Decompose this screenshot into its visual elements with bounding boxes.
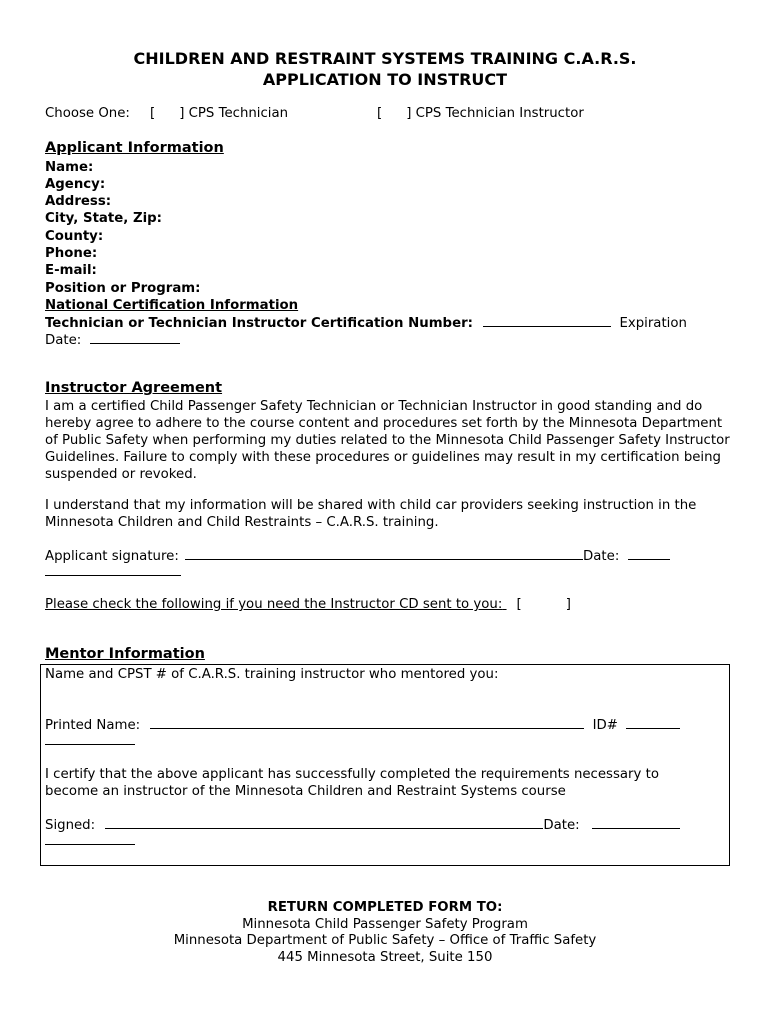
- cps-instructor-bracket: [: [377, 106, 383, 121]
- position-program-field[interactable]: Position or Program:: [45, 281, 201, 296]
- name-field[interactable]: Name:: [45, 160, 94, 175]
- id-label: ID#: [592, 718, 618, 733]
- cd-request-row: [45, 596, 571, 613]
- certification-number-input[interactable]: [483, 314, 611, 327]
- id-continuation: [45, 732, 135, 750]
- cd-bracket-open: [: [516, 597, 522, 612]
- return-line-1: Minnesota Child Passenger Safety Program: [242, 917, 528, 932]
- cps-technician-instructor-checkbox[interactable]: [377, 105, 584, 122]
- id-input-continued[interactable]: [45, 732, 135, 745]
- expiration-date-label: Date:: [45, 333, 82, 348]
- certification-number-label: Technician or Technician Instructor Certification Number:: [45, 316, 473, 331]
- return-line-2: Minnesota Department of Public Safety – Office of Traffic Safety: [173, 933, 597, 948]
- signature-date-input[interactable]: [628, 547, 670, 560]
- city-state-zip-field[interactable]: City, State, Zip:: [45, 211, 162, 226]
- mentor-date-continuation: [45, 832, 135, 850]
- county-field[interactable]: County:: [45, 229, 104, 244]
- cd-bracket-close: ]: [565, 597, 571, 612]
- mentor-date-input[interactable]: [592, 816, 680, 829]
- expiration-date-input[interactable]: [90, 331, 180, 344]
- mentor-information-heading: Mentor Information: [45, 646, 205, 662]
- cps-technician-bracket: [: [150, 106, 156, 121]
- mentor-signed-row: [45, 816, 680, 834]
- form-title-line1: CHILDREN AND RESTRAINT SYSTEMS TRAINING C.A.R.S.: [133, 49, 637, 68]
- address-field[interactable]: Address:: [45, 194, 112, 209]
- agreement-paragraph-2: I understand that my information will be shared with child car providers seeking instruction in the Minnesota Children and Child Restraints – C.A.R.S. training.: [45, 498, 697, 530]
- printed-name-row: [45, 716, 680, 734]
- mentor-certify-text: I certify that the above applicant has successfully completed the requirements necessary to become an instructor of the Minnesota Children and Restraint Systems course: [45, 767, 659, 799]
- expiration-date-row: [45, 331, 180, 349]
- national-certification-heading: National Certification Information: [45, 298, 299, 313]
- printed-name-label: Printed Name:: [45, 718, 141, 733]
- cd-request-label: Please check the following if you need the Instructor CD sent to you:: [45, 597, 503, 612]
- mentor-date-input-continued[interactable]: [45, 832, 135, 845]
- agreement-paragraph-1: I am a certified Child Passenger Safety Technician or Technician Instructor in good standing and do hereby agree to adhere to the course content and procedures set forth by the Minnesota Department of Public Safety when performing my duties related to the Minnesota Child Passenger Safety Instructor Guidelines. Failure to comply with these procedures or guidelines may result in my certification being suspended or revoked.: [45, 399, 730, 482]
- signature-date-input-continued[interactable]: [45, 563, 181, 576]
- instructor-agreement-heading: Instructor Agreement: [45, 380, 223, 396]
- mentor-intro: Name and CPST # of C.A.R.S. training instructor who mentored you:: [45, 667, 499, 682]
- applicant-information-heading: Applicant Information: [45, 140, 224, 156]
- return-heading: RETURN COMPLETED FORM TO:: [267, 900, 503, 915]
- printed-name-input[interactable]: [150, 716, 584, 729]
- signature-date-label: Date:: [583, 549, 620, 564]
- form-title-line2: APPLICATION TO INSTRUCT: [262, 70, 508, 89]
- cps-instructor-label: ] CPS Technician Instructor: [406, 106, 584, 121]
- return-line-3: 445 Minnesota Street, Suite 150: [277, 950, 493, 965]
- expiration-label: Expiration: [619, 316, 687, 331]
- cps-technician-checkbox[interactable]: [150, 105, 288, 122]
- applicant-signature-label: Applicant signature:: [45, 549, 179, 564]
- cps-technician-label: ] CPS Technician: [179, 106, 289, 121]
- mentor-signed-label: Signed:: [45, 818, 96, 833]
- phone-field[interactable]: Phone:: [45, 246, 98, 261]
- cd-request-checkbox[interactable]: [517, 597, 571, 612]
- mentor-date-label: Date:: [543, 818, 580, 833]
- mentor-signed-input[interactable]: [105, 816, 543, 829]
- agency-field[interactable]: Agency:: [45, 177, 106, 192]
- id-input[interactable]: [626, 716, 680, 729]
- choose-one-label: Choose One:: [45, 106, 130, 121]
- email-field[interactable]: E-mail:: [45, 263, 97, 278]
- mentor-information-box: [40, 664, 730, 866]
- certification-number-row: [45, 314, 687, 332]
- signature-date-continuation: [45, 563, 181, 581]
- applicant-signature-input[interactable]: [185, 547, 583, 560]
